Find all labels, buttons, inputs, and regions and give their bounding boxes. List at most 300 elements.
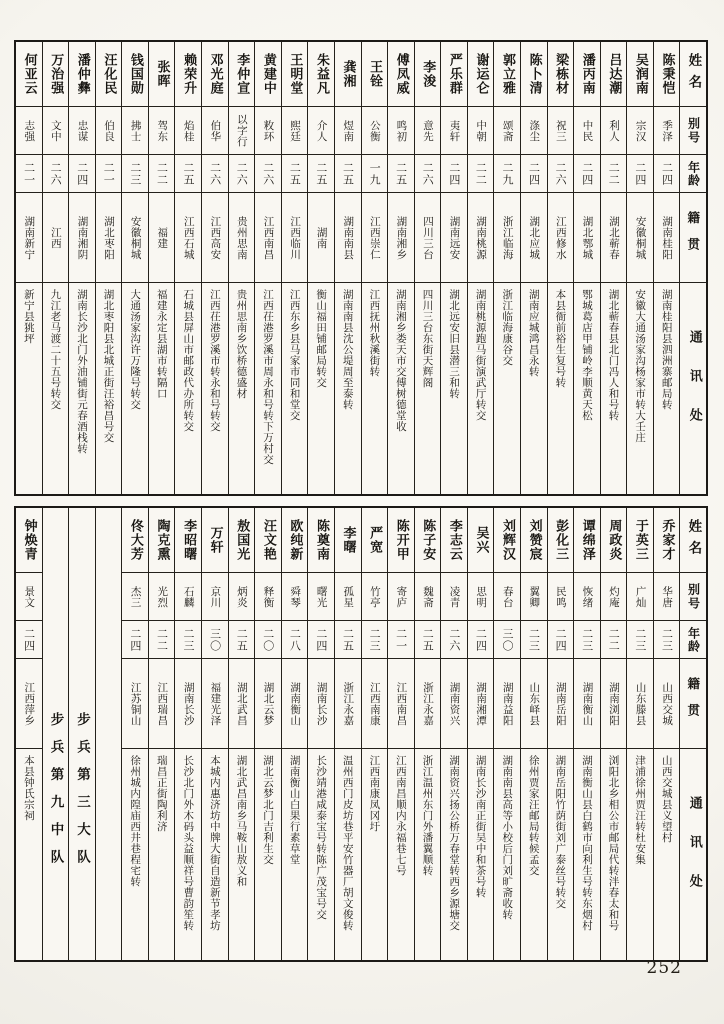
native-cell xyxy=(468,192,494,282)
address-cell-text: 湖南衡山白果行素草堂 xyxy=(288,755,301,865)
address-cell-text: 大通汤家沟许万隆号转交 xyxy=(129,289,142,410)
entry-column xyxy=(440,508,467,960)
native-cell-text: 湖南湘阴 xyxy=(76,215,89,260)
entry-column xyxy=(68,42,95,494)
native-cell-text: 湖北应城 xyxy=(528,215,541,260)
alias-cell xyxy=(175,572,201,620)
name-cell xyxy=(654,508,680,572)
name-cell-text: 吴润南 xyxy=(632,53,648,95)
alias-cell-text: 以字行 xyxy=(235,114,248,147)
address-cell xyxy=(16,282,42,494)
name-cell-text: 万轩 xyxy=(207,526,223,554)
address-cell-text: 湖南资兴扬公桥万春堂转西乡源塘交 xyxy=(448,755,461,931)
age-cell-text: 二六 xyxy=(447,627,461,652)
native-cell-text: 山西交城 xyxy=(661,681,674,726)
address-cell xyxy=(388,748,414,960)
alias-cell-text: 春台 xyxy=(501,585,514,608)
alias-cell xyxy=(468,572,494,620)
alias-cell xyxy=(202,572,228,620)
alias-cell-text: 孤星 xyxy=(342,585,355,608)
address-cell-text: 长沙靖港咸泰宝号转陈广茂宝号交 xyxy=(315,755,328,920)
name-cell xyxy=(654,42,680,106)
entry-column xyxy=(201,42,228,494)
age-cell-text: 二四 xyxy=(660,161,674,186)
address-cell-text: 四川三台东街天辉阁 xyxy=(421,289,434,388)
alias-cell-text: 伯华 xyxy=(209,119,222,142)
header-address-cell-text: 通讯处 xyxy=(686,330,702,447)
native-cell xyxy=(654,658,680,748)
native-cell xyxy=(255,658,281,748)
native-cell xyxy=(574,658,600,748)
address-cell-text: 湖南南县高等小校后门刘旷斋收转 xyxy=(501,755,514,920)
directory-table-bottom xyxy=(14,506,708,962)
age-cell-text: 二〇 xyxy=(261,627,275,652)
alias-cell-text: 竹亭 xyxy=(368,585,381,608)
alias-cell xyxy=(654,572,680,620)
address-cell-text: 湖北枣阳县北城正街汪裕昌号交 xyxy=(102,289,115,443)
native-cell-text: 福建光泽 xyxy=(209,681,222,726)
address-cell-text: 长沙北门外木码头益顺祥号曹韵笙转 xyxy=(182,755,195,931)
address-cell-text: 山西交城县义望村 xyxy=(660,755,673,843)
native-cell xyxy=(494,658,520,748)
directory-table-top xyxy=(14,40,708,496)
age-cell-text: 二四 xyxy=(75,161,89,186)
address-cell xyxy=(16,748,42,960)
age-cell-text: 二三 xyxy=(633,627,647,652)
name-cell-text: 赖荣升 xyxy=(181,53,197,95)
entry-column xyxy=(42,42,69,494)
entry-column xyxy=(467,42,494,494)
address-cell xyxy=(335,282,361,494)
name-cell xyxy=(574,42,600,106)
entry-column xyxy=(228,42,255,494)
age-cell-text: 一九 xyxy=(368,161,382,186)
native-cell-text: 福建 xyxy=(156,226,169,249)
header-age-cell xyxy=(680,620,706,658)
name-cell-text: 黄建中 xyxy=(260,53,276,95)
name-cell xyxy=(335,508,361,572)
entry-column xyxy=(573,508,600,960)
alias-cell xyxy=(601,106,627,154)
alias-cell-text: 焰桂 xyxy=(182,119,195,142)
alias-cell xyxy=(308,106,334,154)
native-cell xyxy=(308,658,334,748)
address-cell xyxy=(654,748,680,960)
entry-column xyxy=(493,42,520,494)
alias-cell xyxy=(229,572,255,620)
age-cell xyxy=(122,154,148,192)
name-cell-text: 于英三 xyxy=(632,519,648,561)
name-cell-text: 陈奠南 xyxy=(313,519,329,561)
native-cell-text: 湖南桃源 xyxy=(475,215,488,260)
alias-cell-text: 季泽 xyxy=(661,119,674,142)
alias-cell-text: 驾东 xyxy=(156,119,169,142)
native-cell-text: 湖南浏阳 xyxy=(608,681,621,726)
address-cell-text: 贵州思南乡饮桥德盛材 xyxy=(235,289,248,399)
entry-column xyxy=(334,42,361,494)
native-cell xyxy=(548,658,574,748)
entry-column xyxy=(228,508,255,960)
alias-cell xyxy=(441,572,467,620)
alias-cell-text: 石麟 xyxy=(182,585,195,608)
alias-cell xyxy=(574,572,600,620)
name-cell xyxy=(362,42,388,106)
name-cell xyxy=(308,42,334,106)
alias-cell-text: 伯良 xyxy=(103,119,116,142)
native-cell-text: 湖南衡山 xyxy=(581,681,594,726)
native-cell-text: 湖南桂阳 xyxy=(661,215,674,260)
address-cell-text: 新宁县狣坪 xyxy=(22,289,35,344)
address-cell-text: 安徽大通汤家沟杨家市转大壬庄 xyxy=(634,289,647,443)
address-cell xyxy=(494,282,520,494)
age-cell xyxy=(388,154,414,192)
alias-cell xyxy=(149,106,175,154)
age-cell xyxy=(574,620,600,658)
native-cell-text: 贵州思南 xyxy=(235,215,248,260)
entry-column xyxy=(254,42,281,494)
alias-cell-text: 公衡 xyxy=(368,119,381,142)
address-cell xyxy=(308,748,334,960)
address-cell xyxy=(229,282,255,494)
age-cell-text: 二六 xyxy=(49,161,63,186)
alias-cell xyxy=(16,106,42,154)
address-cell xyxy=(601,748,627,960)
age-cell xyxy=(521,154,547,192)
age-cell xyxy=(654,620,680,658)
header-column xyxy=(679,508,706,960)
native-cell xyxy=(627,658,653,748)
native-cell-text: 江西南康 xyxy=(368,681,381,726)
native-cell xyxy=(16,658,42,748)
age-cell xyxy=(494,154,520,192)
entry-column xyxy=(174,42,201,494)
age-cell-text: 二二 xyxy=(607,161,621,186)
address-cell-text: 湖南长沙北门外油铺街元春酒栈转 xyxy=(75,289,88,454)
native-cell xyxy=(202,658,228,748)
age-cell-text: 二四 xyxy=(474,627,488,652)
header-native-cell xyxy=(680,192,706,282)
address-cell xyxy=(282,748,308,960)
age-cell xyxy=(229,154,255,192)
address-cell-text: 湖南应城鸿昌永转 xyxy=(527,289,540,377)
age-cell xyxy=(229,620,255,658)
age-cell-text: 二五 xyxy=(182,161,196,186)
native-cell xyxy=(627,192,653,282)
age-cell-text: 二五 xyxy=(341,161,355,186)
address-cell-text: 徐州贾家汪邮局转候孟交 xyxy=(527,755,540,876)
alias-cell xyxy=(654,106,680,154)
native-cell xyxy=(229,192,255,282)
entry-column xyxy=(254,508,281,960)
address-cell xyxy=(43,282,69,494)
entry-column xyxy=(467,508,494,960)
name-cell-text: 吕达潮 xyxy=(606,53,622,95)
age-cell-text: 二四 xyxy=(22,627,36,652)
header-alias-cell-text: 别号 xyxy=(686,116,701,145)
age-cell xyxy=(202,620,228,658)
alias-cell xyxy=(96,106,122,154)
name-cell xyxy=(202,508,228,572)
name-cell xyxy=(521,42,547,106)
age-cell xyxy=(149,154,175,192)
entry-column xyxy=(121,508,148,960)
age-cell xyxy=(362,620,388,658)
alias-cell xyxy=(574,106,600,154)
age-cell xyxy=(282,154,308,192)
entry-column xyxy=(547,508,574,960)
age-cell-text: 二五 xyxy=(421,627,435,652)
entry-column xyxy=(387,42,414,494)
entry-column xyxy=(307,508,334,960)
unit-label: 步兵第九中队 xyxy=(47,711,64,877)
entry-column xyxy=(16,508,42,960)
age-cell xyxy=(601,620,627,658)
name-cell xyxy=(441,508,467,572)
native-cell-text: 湖北武昌 xyxy=(235,681,248,726)
native-cell-text: 湖南湘潭 xyxy=(475,681,488,726)
native-cell-text: 江西萍乡 xyxy=(23,681,36,726)
native-cell xyxy=(388,658,414,748)
address-cell xyxy=(441,748,467,960)
age-cell xyxy=(255,154,281,192)
native-cell xyxy=(654,192,680,282)
name-cell xyxy=(627,508,653,572)
age-cell-text: 二八 xyxy=(288,627,302,652)
header-name-cell-text: 姓名 xyxy=(685,52,702,96)
age-cell xyxy=(335,620,361,658)
alias-cell xyxy=(335,106,361,154)
age-cell-text: 二四 xyxy=(128,627,142,652)
address-cell xyxy=(69,282,95,494)
name-cell-text: 陈卜清 xyxy=(526,53,542,95)
address-cell-text: 湖南衡山县白鹤市向利生号转东烟村 xyxy=(580,755,593,931)
alias-cell xyxy=(122,572,148,620)
alias-cell xyxy=(149,572,175,620)
native-cell-text: 浙江临海 xyxy=(501,215,514,260)
age-cell xyxy=(175,154,201,192)
native-cell xyxy=(175,192,201,282)
name-cell-text: 谭绵泽 xyxy=(579,519,595,561)
name-cell-text: 李曙 xyxy=(340,526,356,554)
native-cell xyxy=(335,658,361,748)
entry-column xyxy=(201,508,228,960)
age-cell xyxy=(362,154,388,192)
name-cell xyxy=(441,42,467,106)
alias-cell xyxy=(388,572,414,620)
native-cell-text: 江西南昌 xyxy=(262,215,275,260)
native-cell-text: 湖南资兴 xyxy=(448,681,461,726)
alias-cell xyxy=(255,106,281,154)
address-cell xyxy=(308,282,334,494)
entry-column xyxy=(573,42,600,494)
alias-cell-text: 颂斋 xyxy=(501,119,514,142)
name-cell xyxy=(122,42,148,106)
age-cell xyxy=(521,620,547,658)
address-cell xyxy=(441,282,467,494)
native-cell xyxy=(96,192,122,282)
name-cell xyxy=(308,508,334,572)
name-cell xyxy=(255,42,281,106)
age-cell xyxy=(16,620,42,658)
name-cell-text: 严宽 xyxy=(367,526,383,554)
header-alias-cell xyxy=(680,106,706,154)
entry-column xyxy=(414,508,441,960)
entry-column xyxy=(281,508,308,960)
header-alias-cell xyxy=(680,572,706,620)
age-cell xyxy=(282,620,308,658)
native-cell xyxy=(415,192,441,282)
age-cell-text: 二二 xyxy=(155,161,169,186)
age-cell-text: 二四 xyxy=(633,161,647,186)
address-cell-text: 浙江温州东门外潘翼顺转 xyxy=(421,755,434,876)
name-cell-text: 郭立雅 xyxy=(500,53,516,95)
page-number: 252 xyxy=(646,958,682,978)
name-cell-text: 万治强 xyxy=(48,53,64,95)
entry-column xyxy=(148,42,175,494)
age-cell-text: 二二 xyxy=(607,627,621,652)
address-cell-text: 津浦徐州贾汪转杜安集 xyxy=(634,755,647,865)
native-cell xyxy=(282,658,308,748)
alias-cell-text: 中朝 xyxy=(475,119,488,142)
name-cell xyxy=(494,42,520,106)
alias-cell xyxy=(122,106,148,154)
address-cell xyxy=(149,282,175,494)
address-cell-text: 瑞昌正街陶利济 xyxy=(155,755,168,832)
native-cell xyxy=(16,192,42,282)
age-cell-text: 三〇 xyxy=(500,627,514,652)
age-cell-text: 二四 xyxy=(314,627,328,652)
address-cell-text: 福建永定县湖市转隔口 xyxy=(155,289,168,399)
age-cell xyxy=(16,154,42,192)
name-cell xyxy=(468,42,494,106)
alias-cell xyxy=(282,106,308,154)
name-cell-text: 李仲宣 xyxy=(234,53,250,95)
native-cell-text: 江西临川 xyxy=(289,215,302,260)
alias-cell-text: 涤尘 xyxy=(528,119,541,142)
name-cell-text: 刘辉汉 xyxy=(500,519,516,561)
header-name-cell xyxy=(680,42,706,106)
name-cell-text: 汪化民 xyxy=(101,53,117,95)
name-cell xyxy=(69,42,95,106)
entry-column xyxy=(626,42,653,494)
age-cell xyxy=(43,154,69,192)
name-cell xyxy=(43,42,69,106)
name-cell xyxy=(627,42,653,106)
address-cell-text: 徐州城内隍庙西井巷程宅转 xyxy=(129,755,142,887)
address-cell-text: 江西茌港罗溪市周永和号转下万村交 xyxy=(262,289,275,465)
native-cell-text: 山东滕县 xyxy=(634,681,647,726)
alias-cell xyxy=(255,572,281,620)
address-cell xyxy=(175,748,201,960)
name-cell xyxy=(282,42,308,106)
age-cell xyxy=(69,154,95,192)
native-cell-text: 湖北枣阳 xyxy=(103,215,116,260)
age-cell-text: 二三 xyxy=(660,627,674,652)
alias-cell xyxy=(43,106,69,154)
name-cell-text: 刘赞宸 xyxy=(526,519,542,561)
native-cell-text: 山东峄县 xyxy=(528,681,541,726)
name-cell xyxy=(521,508,547,572)
name-cell xyxy=(494,508,520,572)
native-cell xyxy=(335,192,361,282)
alias-cell-text: 意先 xyxy=(421,119,434,142)
native-cell-text: 江西瑞昌 xyxy=(156,681,169,726)
alias-cell xyxy=(282,572,308,620)
age-cell-text: 二一 xyxy=(394,627,408,652)
name-cell xyxy=(415,508,441,572)
name-cell-text: 严乐群 xyxy=(446,53,462,95)
alias-cell xyxy=(16,572,42,620)
alias-cell-text: 忠谋 xyxy=(76,119,89,142)
name-cell-text: 周政炎 xyxy=(606,519,622,561)
native-cell xyxy=(362,658,388,748)
age-cell-text: 二一 xyxy=(22,161,36,186)
name-cell xyxy=(282,508,308,572)
age-cell-text: 二九 xyxy=(500,161,514,186)
age-cell-text: 二四 xyxy=(580,161,594,186)
address-cell-text: 江西南康凤冈圩 xyxy=(368,755,381,832)
native-cell xyxy=(468,658,494,748)
address-cell xyxy=(415,282,441,494)
name-cell xyxy=(202,42,228,106)
name-cell-text: 钟焕青 xyxy=(21,519,37,561)
address-cell xyxy=(494,748,520,960)
age-cell-text: 二五 xyxy=(341,627,355,652)
address-cell xyxy=(521,748,547,960)
name-cell xyxy=(548,42,574,106)
native-cell xyxy=(69,192,95,282)
native-cell xyxy=(43,192,69,282)
name-cell xyxy=(574,508,600,572)
address-cell-text: 湖南湘乡娄天市交傅树德堂收 xyxy=(394,289,407,432)
name-cell-text: 吴兴 xyxy=(473,526,489,554)
address-cell xyxy=(122,282,148,494)
name-cell-text: 朱益凡 xyxy=(313,53,329,95)
address-cell xyxy=(627,748,653,960)
age-cell xyxy=(654,154,680,192)
native-cell-text: 湖南新宁 xyxy=(23,215,36,260)
entry-column xyxy=(440,42,467,494)
native-cell-text: 江苏铜山 xyxy=(129,681,142,726)
native-cell-text: 湖南长沙 xyxy=(182,681,195,726)
age-cell-text: 二三 xyxy=(580,627,594,652)
alias-cell xyxy=(627,106,653,154)
age-cell-text: 二五 xyxy=(394,161,408,186)
native-cell xyxy=(255,192,281,282)
name-cell xyxy=(255,508,281,572)
alias-cell-text: 宗汉 xyxy=(634,119,647,142)
native-cell xyxy=(388,192,414,282)
alias-cell xyxy=(335,572,361,620)
address-cell xyxy=(362,748,388,960)
name-cell xyxy=(229,508,255,572)
alias-cell xyxy=(494,106,520,154)
address-cell-text: 湖北武昌南乡马鞍山敖义和 xyxy=(235,755,248,887)
name-cell xyxy=(362,508,388,572)
address-cell-text: 鄂城葛店甲铺岭李顺黄天松 xyxy=(580,289,593,421)
alias-cell xyxy=(388,106,414,154)
alias-cell-text: 灼庵 xyxy=(608,585,621,608)
alias-cell xyxy=(308,572,334,620)
name-cell-text: 谢运仑 xyxy=(473,53,489,95)
entry-column xyxy=(16,42,42,494)
age-cell-text: 二三 xyxy=(368,627,382,652)
unit-label-column xyxy=(68,508,95,960)
alias-cell xyxy=(415,106,441,154)
header-age-cell-text: 年龄 xyxy=(686,626,701,653)
address-cell xyxy=(149,748,175,960)
name-cell-text: 王铨 xyxy=(367,60,383,88)
